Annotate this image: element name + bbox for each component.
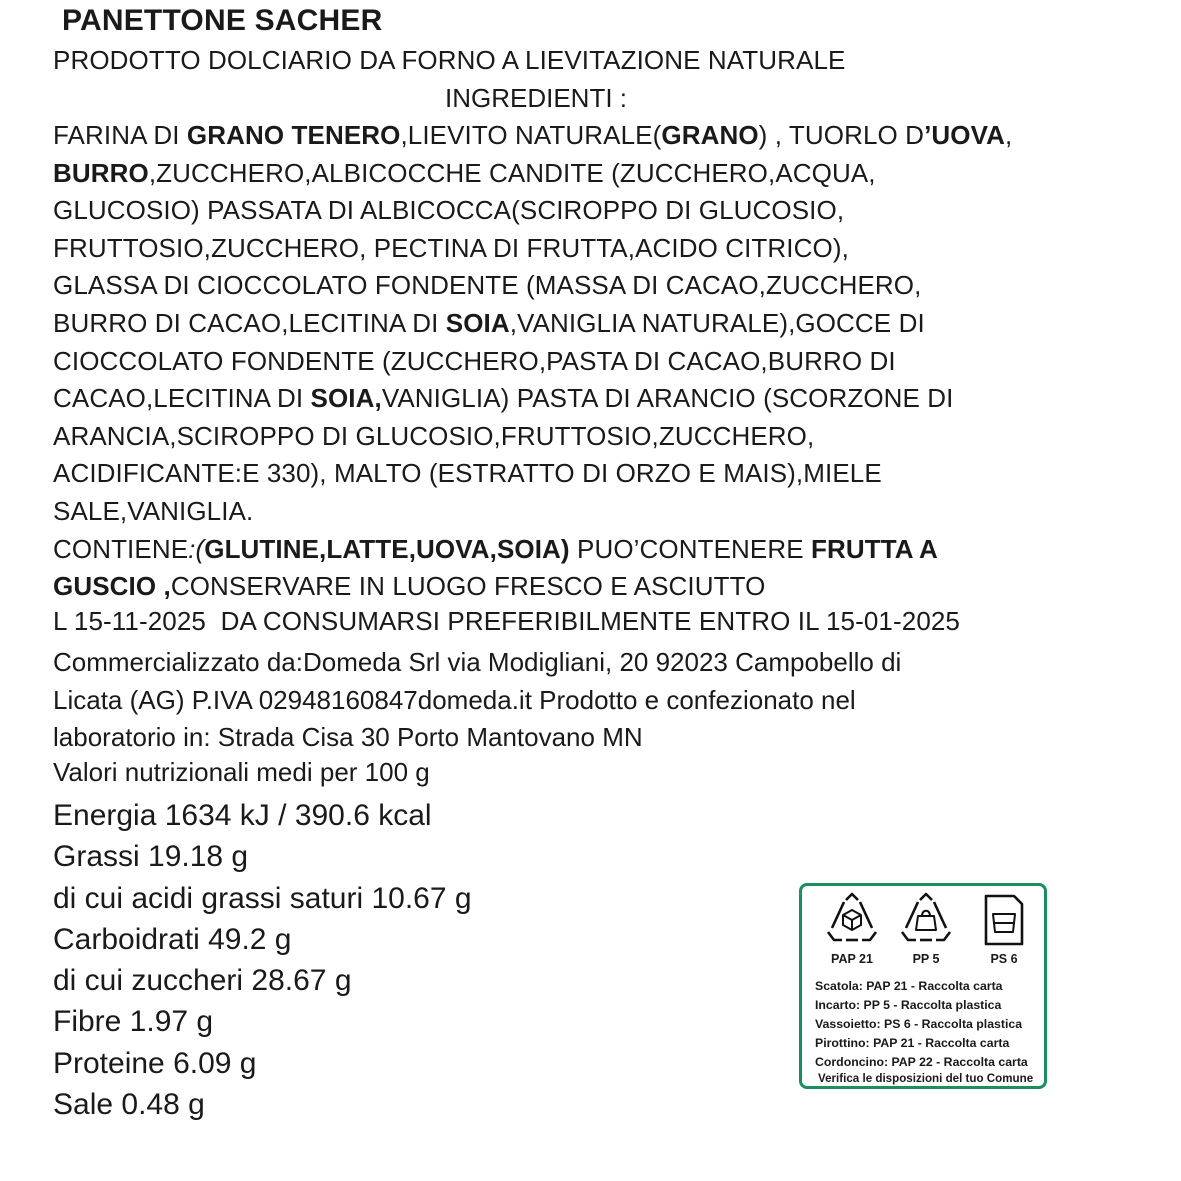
address-line: laboratorio in: Strada Cisa 30 Porto Mantovano MN	[53, 722, 643, 752]
ingredients-line	[53, 380, 1163, 418]
nutrition-row: di cui acidi grassi saturi 10.67 g	[53, 881, 472, 915]
recycling-note: Verifica le disposizioni del tuo Comune	[818, 1072, 1034, 1085]
nutrition-row: Sale 0.48 g	[53, 1088, 205, 1122]
ingredient-text: CACAO,LECITINA DI	[53, 383, 311, 414]
storage-text: CONSERVARE IN LUOGO FRESCO E ASCIUTTO	[170, 571, 766, 602]
recycling-code: PAP 21	[831, 952, 873, 966]
recycling-item: Incarto: PP 5 - Raccolta plastica	[815, 998, 1002, 1013]
allergen-text: GUSCIO ,	[53, 571, 171, 602]
allergen-text: SOIA	[445, 307, 510, 338]
nutrition-table	[53, 795, 472, 1125]
allergen-text: FRUTTA A	[811, 533, 938, 564]
paper-box-recycle-icon	[824, 892, 880, 952]
ingredient-text: ,	[1004, 120, 1013, 150]
product-title: PANETTONE SACHER	[62, 4, 383, 37]
recycling-item: Vassoietto: PS 6 - Raccolta plastica	[815, 1017, 1023, 1032]
allergen-text: SOIA,	[310, 383, 382, 414]
ingredients-line: FRUTTOSIO,ZUCCHERO, PECTINA DI FRUTTA,ACIDO CITRICO),	[53, 232, 849, 263]
ingredients-line: GLUCOSIO) PASSATA DI ALBICOCCA(SCIROPPO DI GLUCOSIO,	[53, 195, 845, 226]
ingredients-line	[53, 117, 1163, 155]
ingredients-line	[53, 305, 1163, 343]
allergen-text: BURRO	[53, 157, 149, 188]
ingredient-text: BURRO DI CACAO,LECITINA DI	[53, 307, 446, 338]
plastic-bag-recycle-icon	[898, 892, 954, 952]
contains-label: CONTIENE	[53, 533, 189, 564]
ingredient-text: ) , TUORLO D	[758, 120, 925, 150]
may-contain-label: PUO’CONTENERE	[569, 533, 811, 564]
recycling-item: Cordoncino: PAP 22 - Raccolta carta	[815, 1055, 1028, 1070]
ingredient-text: ,LIEVITO NATURALE(	[400, 120, 662, 150]
recycling-item: Scatola: PAP 21 - Raccolta carta	[815, 979, 1003, 993]
ingredients-line: CIOCCOLATO FONDENTE (ZUCCHERO,PASTA DI CACAO,BURRO DI	[53, 345, 896, 376]
product-subtitle: PRODOTTO DOLCIARIO DA FORNO A LIEVITAZIONE NATURALE	[53, 45, 846, 75]
allergen-text: GRANO	[661, 120, 759, 150]
nutrition-row: Fibre 1.97 g	[53, 1005, 214, 1039]
address-line: Commercializzato da:Domeda Srl via Modigliani, 20 92023 Campobello di	[53, 647, 902, 677]
nutrition-heading: Valori nutrizionali medi per 100 g	[53, 757, 430, 787]
ingredients-line: SALE,VANIGLIA.	[53, 495, 254, 526]
contains-line	[53, 568, 1163, 606]
lot-expiry-line: L 15-11-2025 DA CONSUMARSI PREFERIBILMENTE ENTRO IL 15-01-2025	[53, 606, 960, 636]
ingredients-line	[53, 155, 1163, 193]
ingredients-block	[53, 117, 1163, 606]
recycling-code: PS 6	[990, 952, 1018, 966]
nutrition-row: Carboidrati 49.2 g	[53, 922, 292, 956]
ingredient-text: ,ZUCCHERO,ALBICOCCHE CANDITE (ZUCCHERO,ACQUA,	[148, 157, 876, 188]
contains-line	[53, 531, 1163, 569]
allergen-text: ’UOVA	[924, 120, 1005, 150]
ingredient-text: FARINA DI	[53, 120, 187, 150]
ingredients-line: GLASSA DI CIOCCOLATO FONDENTE (MASSA DI CACAO,ZUCCHERO,	[53, 270, 922, 301]
ingredients-line: ARANCIA,SCIROPPO DI GLUCOSIO,FRUTTOSIO,ZUCCHERO,	[53, 420, 815, 451]
ingredient-text: VANIGLIA) PASTA DI ARANCIO (SCORZONE DI	[381, 383, 954, 414]
ingredient-text: ,VANIGLIA NATURALE),GOCCE DI	[509, 307, 925, 338]
manufacturer-address	[53, 644, 901, 757]
address-line: Licata (AG) P.IVA 02948160847domeda.it Prodotto e confezionato nel	[53, 684, 856, 715]
plastic-tray-icon	[976, 892, 1032, 952]
allergen-text: GLUTINE,LATTE,UOVA,SOIA)	[204, 533, 570, 564]
contains-punct: :(	[188, 533, 205, 564]
nutrition-row: Grassi 19.18 g	[53, 840, 249, 874]
nutrition-row: Energia 1634 kJ / 390.6 kcal	[53, 799, 432, 832]
ingredients-heading: INGREDIENTI :	[445, 83, 628, 113]
allergen-text: GRANO TENERO	[186, 120, 401, 150]
recycling-code: PP 5	[912, 952, 940, 966]
ingredients-line: ACIDIFICANTE:E 330), MALTO (ESTRATTO DI ORZO E MAIS),MIELE	[53, 458, 882, 489]
nutrition-row: Proteine 6.09 g	[53, 1046, 257, 1080]
recycling-list	[815, 977, 1028, 1072]
recycling-info-box	[799, 883, 1047, 1089]
recycling-item: Pirottino: PAP 21 - Raccolta carta	[815, 1036, 1010, 1051]
nutrition-row: di cui zuccheri 28.67 g	[53, 964, 352, 998]
